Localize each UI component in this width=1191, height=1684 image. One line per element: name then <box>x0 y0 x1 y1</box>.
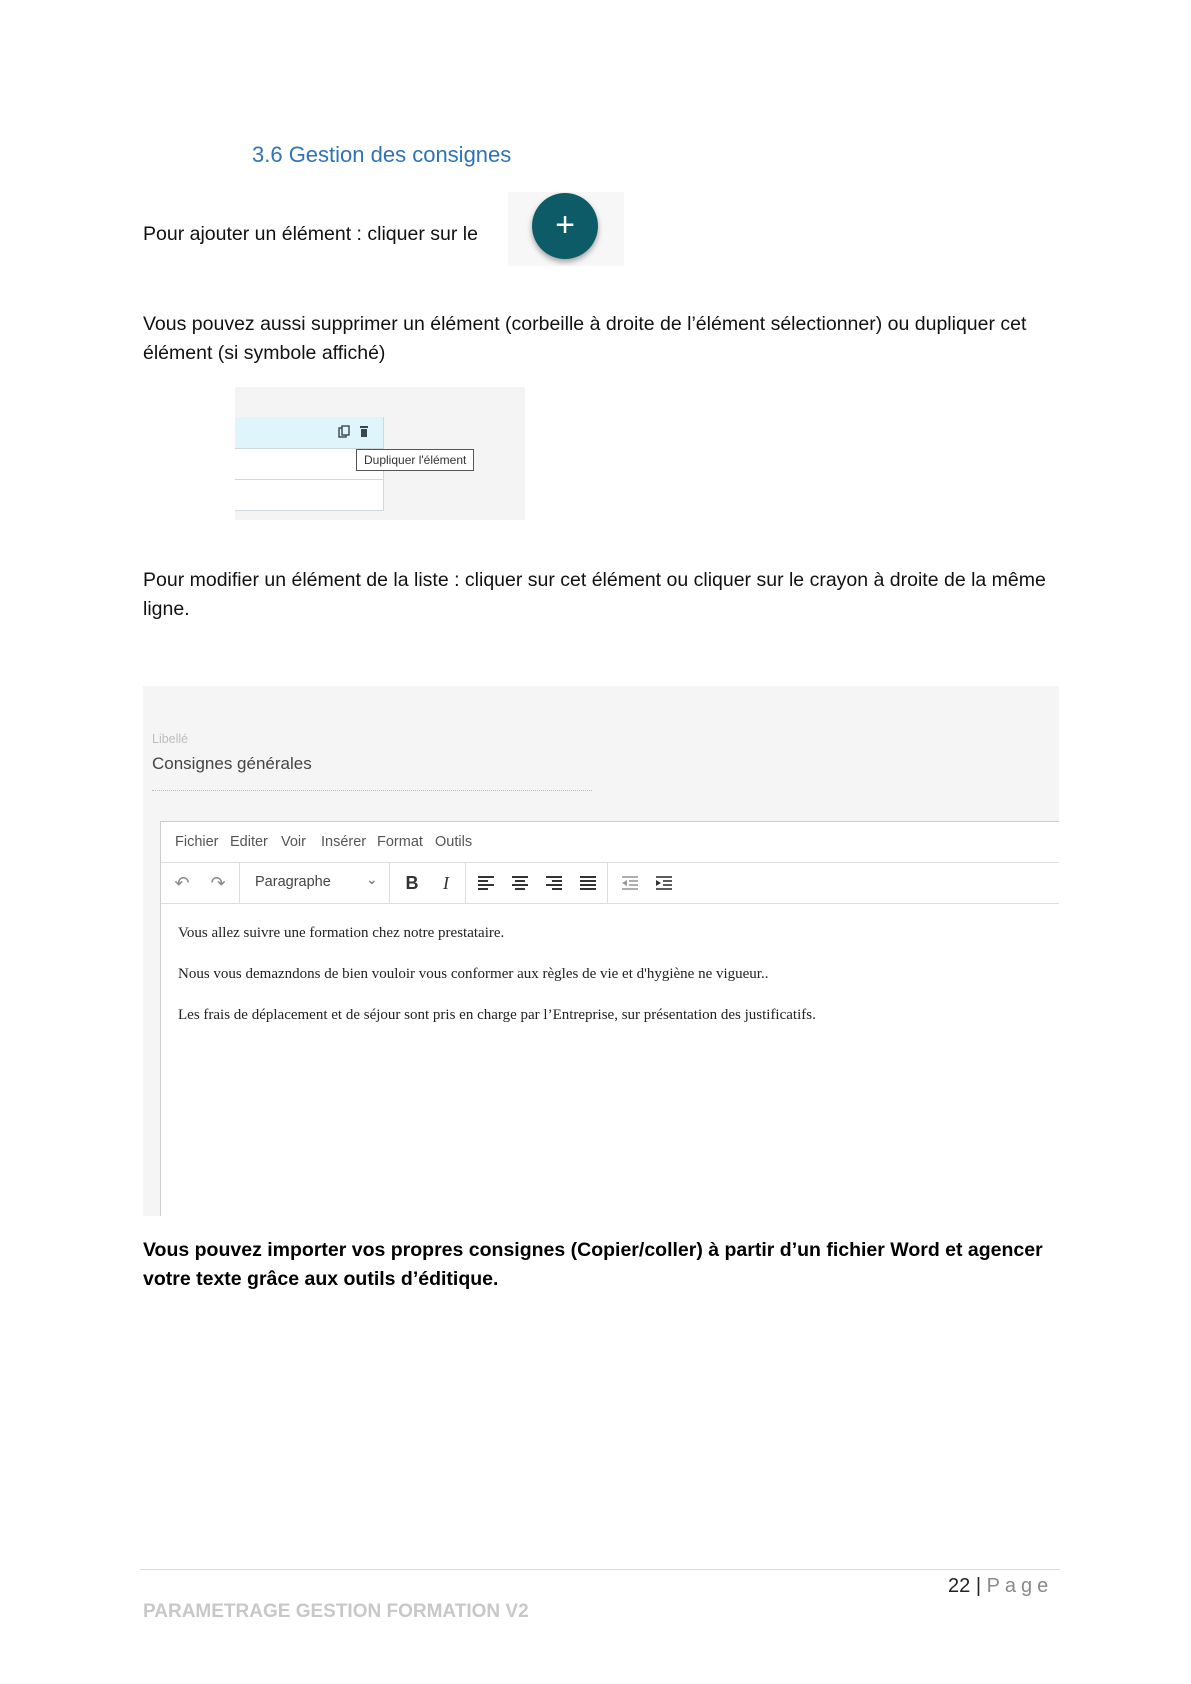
undo-icon[interactable]: ↶ <box>174 873 190 893</box>
bold-icon[interactable]: B <box>405 873 419 893</box>
align-justify-icon[interactable] <box>575 871 601 895</box>
block-format-select[interactable]: Paragraphe <box>255 874 331 890</box>
redo-icon[interactable]: ↷ <box>210 873 226 893</box>
add-instruction: Pour ajouter un élément : cliquer sur le <box>143 223 478 245</box>
page-separator: | <box>975 1575 982 1597</box>
align-right-icon[interactable] <box>541 871 567 895</box>
libelle-underline <box>152 790 592 791</box>
duplicate-screenshot <box>235 387 525 520</box>
footer-divider <box>140 1569 1060 1570</box>
delete-duplicate-instruction: Vous pouvez aussi supprimer un élément (corbeille à droite de l’élément sélectionner) ou dupliquer cet élément (si symbole affiché) <box>143 313 1027 364</box>
trash-icon[interactable] <box>358 425 370 439</box>
menu-inserer[interactable]: Insérer <box>321 834 367 850</box>
editor-content-line[interactable]: Vous allez suivre une formation chez notre prestataire. <box>178 925 505 941</box>
chevron-down-icon[interactable]: ⌄ <box>366 871 378 887</box>
page-number <box>948 1575 1053 1598</box>
page-word: Page <box>986 1575 1054 1597</box>
list-row[interactable] <box>235 480 384 511</box>
italic-icon[interactable]: I <box>443 873 449 893</box>
menu-outils[interactable]: Outils <box>435 834 473 850</box>
import-note: Vous pouvez importer vos propres consignes (Copier/coller) à partir d’un fichier Word et agencer votre texte grâce aux outils d’éditique. <box>143 1239 1043 1290</box>
align-left-icon[interactable] <box>473 871 499 895</box>
indent-icon[interactable] <box>651 871 677 895</box>
editor-menubar <box>161 822 1059 863</box>
rich-text-editor[interactable] <box>160 821 1059 1216</box>
duplicate-tooltip: Dupliquer l'élément <box>356 449 474 471</box>
toolbar-divider <box>239 863 240 903</box>
add-button[interactable]: + <box>532 193 598 259</box>
toolbar-divider <box>389 863 390 903</box>
page-number-value: 22 <box>948 1575 971 1597</box>
outdent-icon[interactable] <box>617 871 643 895</box>
align-center-icon[interactable] <box>507 871 533 895</box>
menu-fichier[interactable]: Fichier <box>175 834 219 850</box>
menu-editer[interactable]: Editer <box>230 834 268 850</box>
menu-format[interactable]: Format <box>377 834 423 850</box>
menu-voir[interactable]: Voir <box>281 834 306 850</box>
toolbar-divider <box>607 863 608 903</box>
libelle-input[interactable]: Consignes générales <box>152 754 312 773</box>
toolbar-divider <box>465 863 466 903</box>
edit-form-screenshot <box>143 686 1059 1216</box>
modify-instruction: Pour modifier un élément de la liste : cliquer sur cet élément ou cliquer sur le crayon à droite de la même ligne. <box>143 569 1046 620</box>
editor-toolbar <box>161 863 1059 904</box>
editor-content-line[interactable]: Les frais de déplacement et de séjour sont pris en charge par l’Entreprise, sur présentation des justificatifs. <box>178 1007 816 1023</box>
document-title: PARAMETRAGE GESTION FORMATION V2 <box>143 1601 529 1622</box>
libelle-label: Libellé <box>152 732 189 746</box>
editor-content-line[interactable]: Nous vous demazndons de bien vouloir vous conformer aux règles de vie et d'hygiène ne vigueur.. <box>178 966 769 982</box>
duplicate-icon[interactable] <box>338 425 350 439</box>
section-heading: 3.6 Gestion des consignes <box>252 142 512 167</box>
